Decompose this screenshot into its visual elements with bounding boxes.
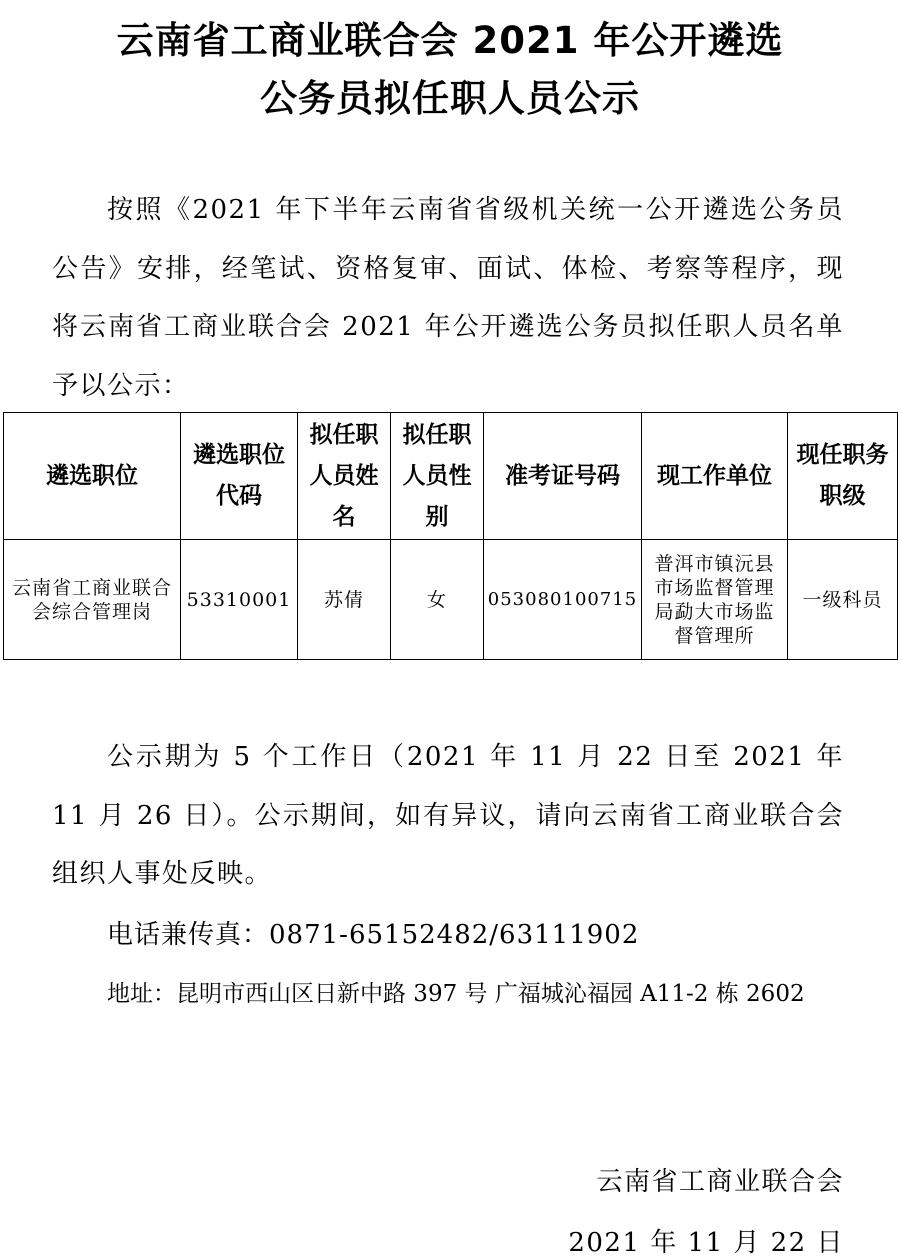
- contact-phone: 电话兼传真：0871-65152482/63111902: [107, 920, 640, 950]
- header-candidate-name: 拟任职人员姓名: [298, 413, 391, 540]
- table-row: [4, 540, 898, 660]
- header-current-rank: 现任职务职级: [788, 413, 898, 540]
- document-title-line-1: 云南省工商业联合会 2021 年公开遴选: [116, 19, 784, 62]
- cell-candidate-gender: 女: [391, 540, 484, 660]
- table-header-row: [4, 413, 898, 540]
- header-position: 遴选职位: [4, 413, 181, 540]
- cell-candidate-name: 苏倩: [298, 540, 391, 660]
- cell-position-code: 53310001: [181, 540, 298, 660]
- header-candidate-gender: 拟任职人员性别: [391, 413, 484, 540]
- contact-address: 地址：昆明市西山区日新中路 397 号 广福城沁福园 A11-2 栋 2602: [107, 981, 805, 1007]
- intro-paragraph: 按照《2021 年下半年云南省省级机关统一公开遴选公务员公告》安排，经笔试、资格复审、面试、体检、考察等程序，现将云南省工商业联合会 2021 年公开遴选公务员拟任职人员名单予以公示：: [52, 195, 844, 401]
- header-current-employer: 现工作单位: [642, 413, 788, 540]
- signature-organization: 云南省工商业联合会: [596, 1167, 844, 1197]
- cell-exam-number: 053080100715: [484, 540, 642, 660]
- candidate-table: [3, 412, 898, 660]
- cell-current-employer: 普洱市镇沅县市场监督管理局勐大市场监督管理所: [642, 540, 788, 660]
- notice-paragraph: 公示期为 5 个工作日（2021 年 11 月 22 日至 2021 年 11 月 26 日）。公示期间，如有异议，请向云南省工商业联合会组织人事处反映。: [52, 742, 844, 889]
- header-position-code: 遴选职位代码: [181, 413, 298, 540]
- cell-current-rank: 一级科员: [788, 540, 898, 660]
- header-exam-number: 准考证号码: [484, 413, 642, 540]
- signature-date: 2021 年 11 月 22 日: [568, 1228, 844, 1258]
- document-title-line-2: 公务员拟任职人员公示: [260, 77, 640, 120]
- cell-position: 云南省工商业联合会综合管理岗: [4, 540, 181, 660]
